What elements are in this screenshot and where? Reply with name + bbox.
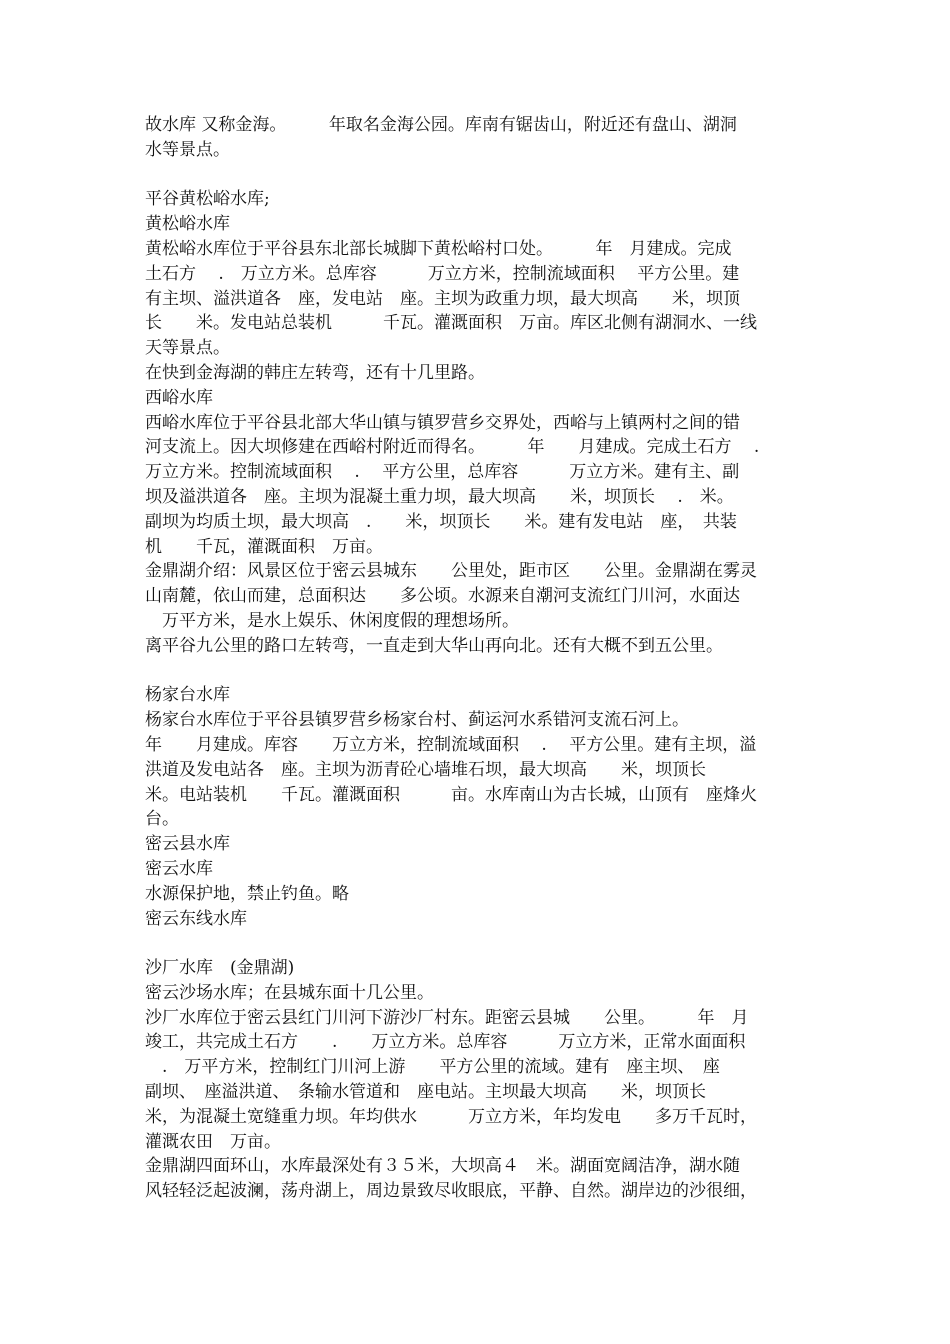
section-heading: 密云东线水库 — [145, 908, 247, 929]
text-line: 山南麓，依山而建，总面积达 多公顷。水源来自潮河支流红门川河，水面达 — [145, 586, 740, 607]
text-line: 金鼎湖介绍：风景区位于密云县城东 公里处，距市区 公里。金鼎湖在雾灵 — [145, 561, 757, 582]
text-line: 副坝、 座溢洪道、 条输水管道和 座电站。主坝最大坝高 米，坝顶长 — [145, 1082, 706, 1103]
text-line: 副坝为均质土坝，最大坝高 . 米，坝顶长 米。建有发电站 座， 共装 — [145, 511, 737, 532]
section-heading: 西峪水库 — [145, 387, 213, 408]
section-heading: 沙厂水库 (金鼎湖) — [145, 958, 295, 979]
text-line: 水等景点。 — [145, 139, 230, 160]
section-heading: 杨家台水库 — [145, 685, 230, 706]
blank-line — [145, 163, 810, 188]
text-line: 密云沙场水库；在县城东面十几公里。 — [145, 982, 434, 1003]
blank-line — [145, 659, 810, 684]
text-line: 黄松峪水库位于平谷县东北部长城脚下黄松峪村口处。 年 月建成。完成 — [145, 238, 732, 259]
text-line: 有主坝、溢洪道各 座，发电站 座。主坝为政重力坝，最大坝高 米，坝顶 — [145, 288, 740, 309]
text-line: 水源保护地，禁止钓鱼。略 — [145, 883, 349, 904]
text-line: 河支流上。因大坝修建在西峪村附近而得名。 年 月建成。完成土石方 . — [145, 437, 760, 458]
document-page — [145, 113, 810, 1204]
text-line: 风轻轻泛起波澜，荡舟湖上，周边景致尽收眼底，平静、自然。湖岸边的沙很细， — [145, 1181, 757, 1202]
section-heading: 密云水库 — [145, 858, 213, 879]
text-line: 长 米。发电站总装机 千瓦。灌溉面积 万亩。库区北侧有湖洞水、一线 — [145, 313, 757, 334]
section-heading: 平谷黄松峪水库; — [145, 189, 270, 210]
text-line: 米。电站装机 千瓦。灌溉面积 亩。水库南山为古长城，山顶有 座烽火 — [145, 784, 757, 805]
text-line: 万立方米。控制流域面积 . 平方公里，总库容 万立方米。建有主、副 — [145, 462, 740, 483]
text-line: 金鼎湖四面环山，水库最深处有３５米，大坝高４ 米。湖面宽阔洁净，湖水随 — [145, 1156, 740, 1177]
text-line: 米，为混凝土宽缝重力坝。年均供水 万立方米，年均发电 多万千瓦时， — [145, 1106, 757, 1127]
text-line: 机 千瓦，灌溉面积 万亩。 — [145, 536, 383, 557]
text-line: 离平谷九公里的路口左转弯，一直走到大华山再向北。还有大概不到五公里。 — [145, 635, 723, 656]
text-line: 万平方米，是水上娱乐、休闲度假的理想场所。 — [145, 610, 519, 631]
text-line: 灌溉农田 万亩。 — [145, 1131, 281, 1152]
text-line: 年 月建成。库容 万立方米，控制流域面积 . 平方公里。建有主坝，溢 — [145, 734, 757, 755]
text-line: 土石方 . 万立方米。总库容 万立方米，控制流域面积 平方公里。建 — [145, 263, 740, 284]
text-line: 西峪水库位于平谷县北部大华山镇与镇罗营乡交界处，西峪与上镇两村之间的错 — [145, 412, 740, 433]
text-line: 天等景点。 — [145, 338, 230, 359]
text-line: 洪道及发电站各 座。主坝为沥青砼心墙堆石坝，最大坝高 米，坝顶长 — [145, 759, 706, 780]
text-line: 台。 — [145, 809, 179, 830]
text-line: 坝及溢洪道各 座。主坝为混凝土重力坝，最大坝高 米，坝顶长 . 米。 — [145, 486, 734, 507]
text-line: 沙厂水库位于密云县红门川河下游沙厂村东。距密云县城 公里。 年 月 — [145, 1007, 749, 1028]
text-line: . 万平方米，控制红门川河上游 平方公里的流域。建有 座主坝、 座 — [145, 1057, 720, 1078]
section-heading: 黄松峪水库 — [145, 214, 230, 235]
blank-line — [145, 931, 810, 956]
section-heading: 密云县水库 — [145, 834, 230, 855]
text-line: 故水库 又称金海。 年取名金海公园。库南有锯齿山，附近还有盘山、湖洞 — [145, 115, 737, 135]
text-line: 在快到金海湖的韩庄左转弯，还有十几里路。 — [145, 362, 485, 383]
text-line: 竣工，共完成土石方 . 万立方米。总库容 万立方米，正常水面面积 — [145, 1032, 746, 1053]
text-line: 杨家台水库位于平谷县镇罗营乡杨家台村、蓟运河水系错河支流石河上。 — [145, 710, 689, 731]
